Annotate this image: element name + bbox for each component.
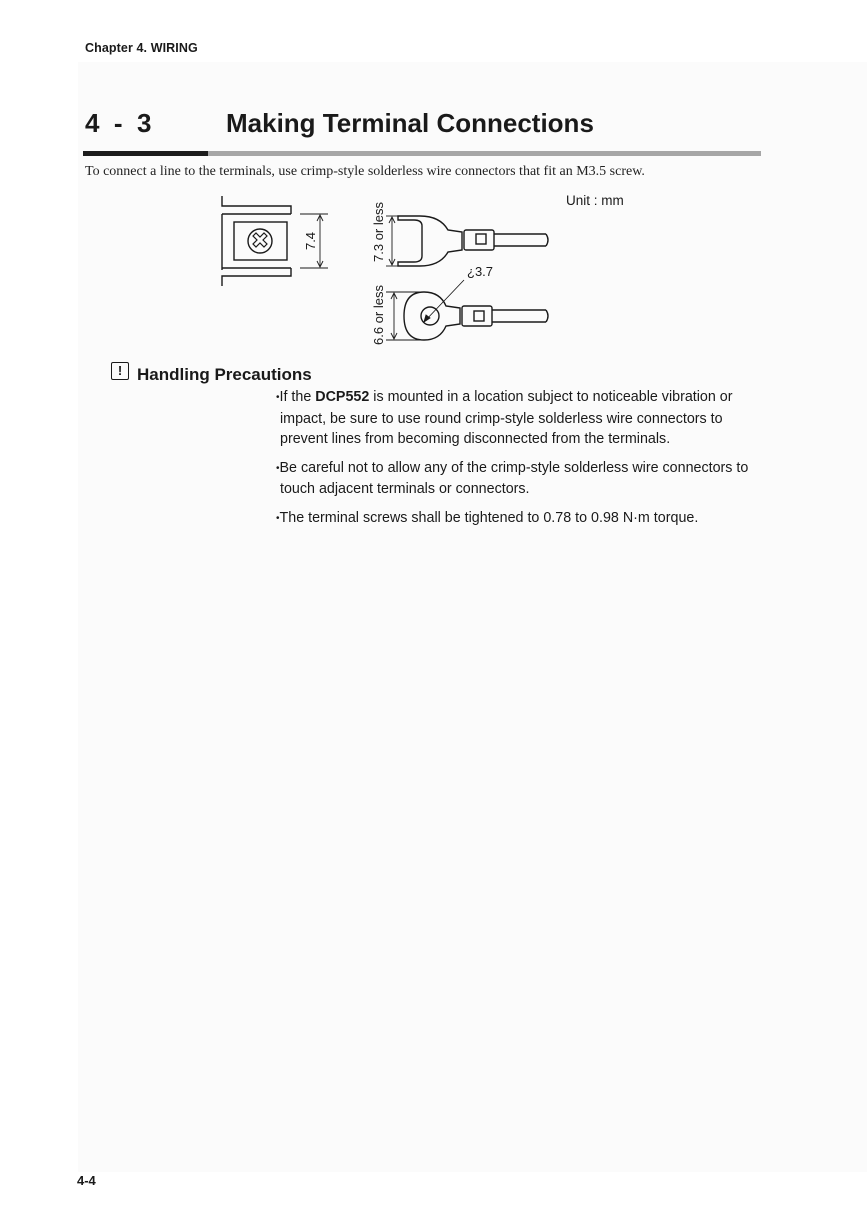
precaution-item: • If the DCP552 is mounted in a location subject to noticeable vibration or impact, be sure to use round crimp-style solderless wire connectors to prevent lines from becoming disconnected from the terminals.	[276, 387, 766, 450]
section-number: 4 - 3	[85, 108, 152, 138]
section-title: Making Terminal Connections	[226, 108, 594, 138]
precautions-heading: Handling Precautions	[137, 365, 312, 384]
fork-width-label: 7.3 or less	[371, 202, 386, 262]
page-number: 4-4	[77, 1173, 96, 1188]
section-rule-light	[208, 151, 761, 156]
terminal-connector-diagram	[200, 190, 570, 350]
ring-width-label: 6.6 or less	[371, 285, 386, 345]
fork-width-dimension	[386, 216, 400, 266]
precaution-item: • Be careful not to allow any of the crimp-style solderless wire connectors to touch adjacent terminals or connectors.	[276, 458, 766, 500]
fork-connector-drawing	[398, 216, 548, 266]
precaution-item: • The terminal screws shall be tightened to 0.78 to 0.98 N·m torque.	[276, 508, 766, 530]
section-rule-dark	[83, 151, 208, 156]
ring-hole-leader	[424, 280, 464, 322]
chapter-header: Chapter 4. WIRING	[85, 41, 198, 55]
unit-label: Unit : mm	[566, 193, 624, 208]
ring-hole-label: ¿3.7	[467, 264, 494, 279]
ring-width-dimension	[386, 292, 424, 340]
intro-text: To connect a line to the terminals, use crimp-style solderless wire connectors that fit an M3.5 screw.	[85, 164, 645, 179]
caution-icon: !	[111, 362, 129, 380]
terminal-width-label: 7.4	[303, 231, 318, 251]
precautions-list	[276, 387, 766, 537]
product-name: DCP552	[315, 389, 370, 405]
screw-head-icon	[253, 233, 267, 247]
